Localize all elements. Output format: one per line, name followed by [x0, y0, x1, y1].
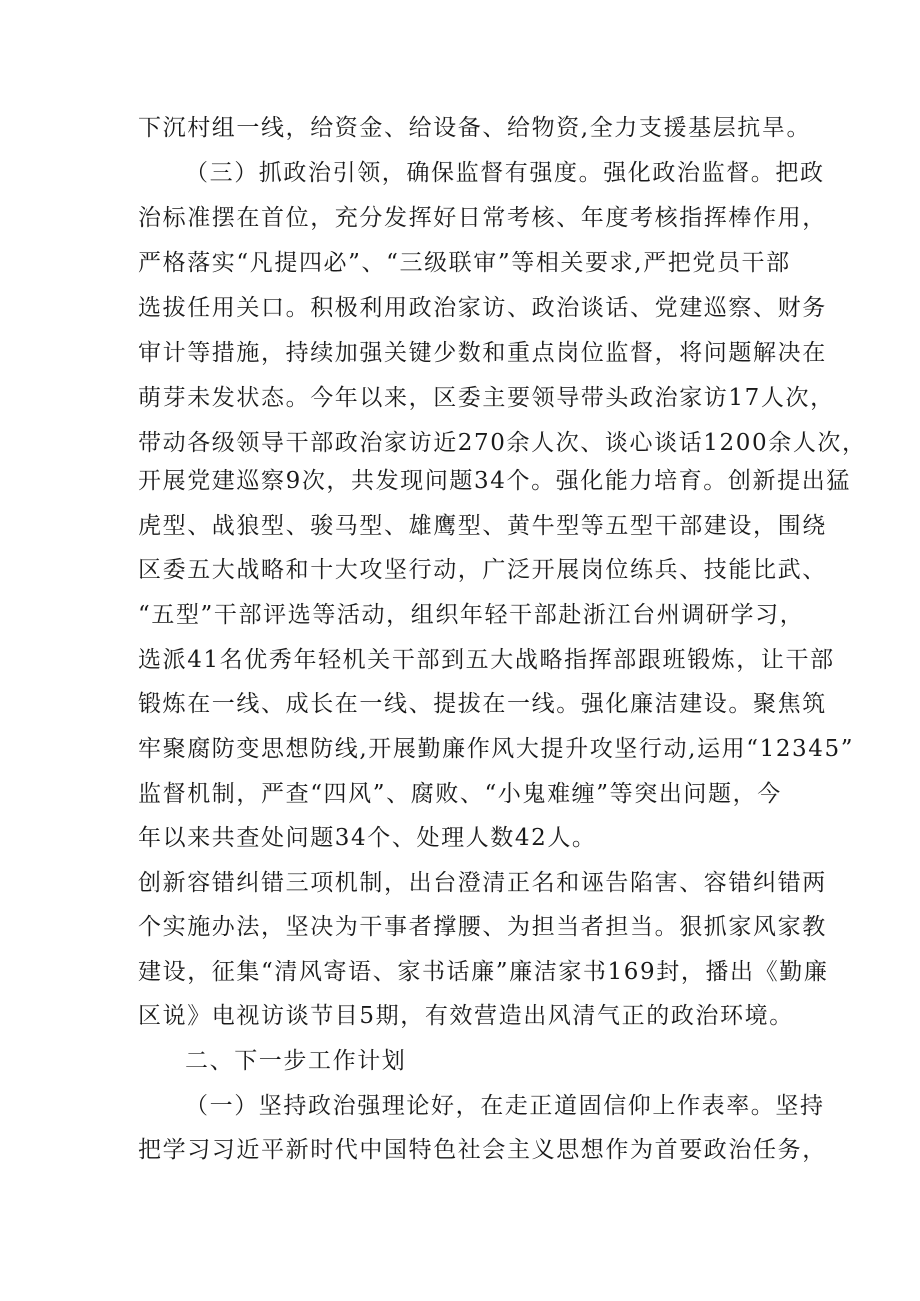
text-line: 审计等措施，持续加强关键少数和重点岗位监督，将问题解决在 — [138, 340, 827, 366]
text-line: 监督机制，严查“四风”、腐败、“小鬼难缠”等突出问题，今 — [138, 781, 782, 807]
text-line: 带动各级领导干部政治家访近270余人次、谈心谈话1200余人次， — [138, 430, 867, 456]
text-line: 区委五大战略和十大攻坚行动，广泛开展岗位练兵、技能比武、 — [138, 557, 827, 583]
text-line: 虎型、战狼型、骏马型、雄鹰型、黄牛型等五型干部建设，围绕 — [138, 513, 827, 539]
text-line: 锻炼在一线、成长在一线、提拔在一线。强化廉洁建设。聚焦筑 — [138, 691, 827, 717]
text-line: 选拔任用关口。积极利用政治家访、政治谈话、党建巡察、财务 — [138, 295, 827, 321]
text-line: “五型”干部评选等活动，组织年轻干部赴浙江台州调研学习， — [138, 602, 805, 628]
text-line: 治标准摆在首位，充分发挥好日常考核、年度考核指挥棒作用， — [138, 205, 827, 231]
text-line: 年以来共查处问题34个、处理人数42人。 — [138, 825, 597, 851]
text-line: 建设，征集“清风寄语、家书话廉”廉洁家书169封，播出《勤廉 — [138, 959, 829, 985]
section-heading: 二、下一步工作计划 — [185, 1048, 407, 1074]
text-line: 创新容错纠错三项机制，出台澄清正名和诬告陷害、容错纠错两 — [138, 870, 827, 896]
text-line: 严格落实“凡提四必”、“三级联审”等相关要求,严把党员干部 — [138, 250, 791, 276]
text-line: 选派41名优秀年轻机关干部到五大战略指挥部跟班锻炼，让干部 — [138, 647, 835, 673]
text-line: 下沉村组一线，给资金、给设备、给物资,全力支援基层抗旱。 — [138, 115, 812, 141]
text-line: （三）抓政治引领，确保监督有强度。强化政治监督。把政 — [185, 160, 825, 186]
text-line: 萌芽未发状态。今年以来，区委主要领导带头政治家访17人次， — [138, 385, 835, 411]
text-line: （一）坚持政治强理论好，在走正道固信仰上作表率。坚持 — [185, 1093, 825, 1119]
text-line: 牢聚腐防变思想防线,开展勤廉作风大提升攻坚行动,运用“12345” — [138, 736, 855, 762]
text-line: 把学习习近平新时代中国特色社会主义思想作为首要政治任务， — [138, 1137, 827, 1163]
text-line: 区说》电视访谈节目5期，有效营造出风清气正的政治环境。 — [138, 1003, 794, 1029]
text-line: 开展党建巡察9次，共发现问题34个。强化能力培育。创新提出猛 — [138, 468, 851, 494]
text-line: 个实施办法，坚决为干事者撑腰、为担当者担当。狠抓家风家教 — [138, 914, 827, 940]
